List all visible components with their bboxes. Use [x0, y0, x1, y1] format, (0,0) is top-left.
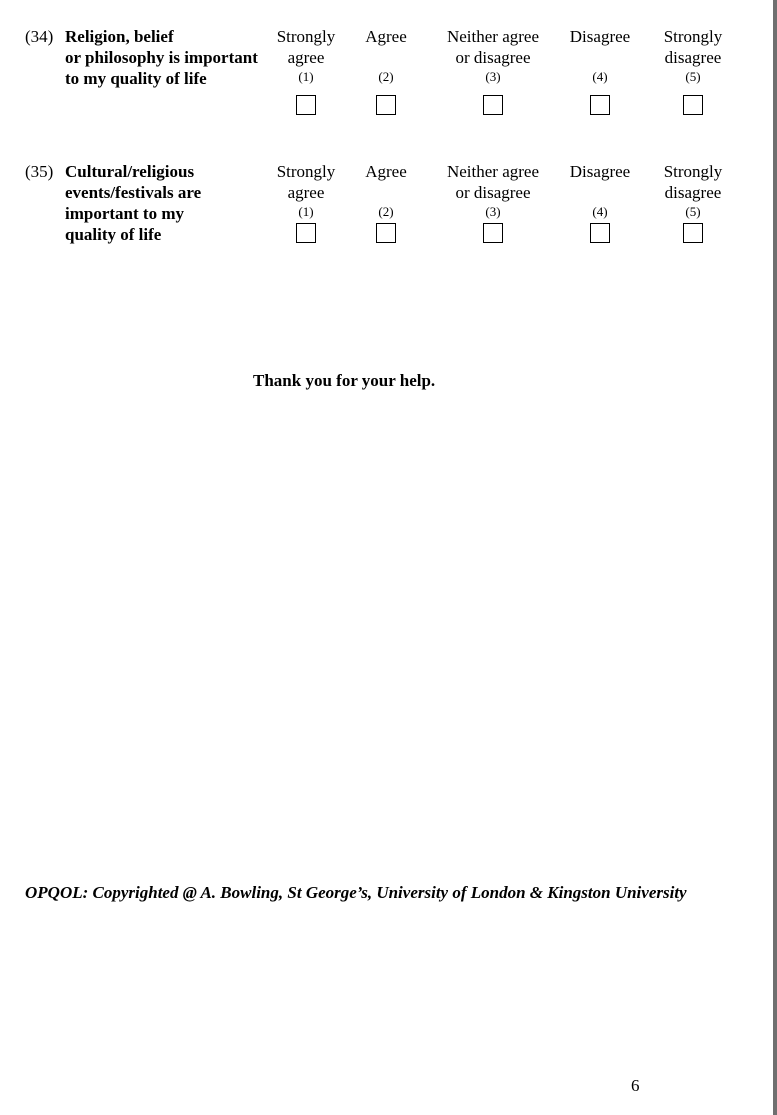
option-code: (2) [378, 69, 394, 84]
option-neither [433, 161, 553, 248]
checkbox-q34-agree[interactable] [376, 95, 396, 115]
option-label: Agree [365, 162, 407, 181]
option-code: (2) [378, 204, 394, 219]
checkbox-q34-disagree[interactable] [590, 95, 610, 115]
option-label: Neither agree or disagree [446, 162, 540, 202]
checkbox-q35-agree[interactable] [376, 223, 396, 243]
option-code: (5) [685, 204, 701, 219]
option-strongly-disagree [633, 26, 753, 120]
option-code: (4) [592, 69, 608, 84]
option-agree [326, 26, 446, 120]
option-label: Neither agree or disagree [446, 27, 540, 67]
checkbox-q35-neither[interactable] [483, 223, 503, 243]
option-label: Strongly disagree [663, 162, 723, 202]
option-label: Disagree [569, 27, 631, 46]
checkbox-q34-neither[interactable] [483, 95, 503, 115]
option-label: Strongly agree [276, 27, 336, 67]
checkbox-q34-strongly-disagree[interactable] [683, 95, 703, 115]
option-label: Agree [365, 27, 407, 46]
option-agree [326, 161, 446, 248]
option-label: Disagree [569, 162, 631, 181]
question-number: (35) [25, 162, 54, 181]
thank-you-note: Thank you for your help. [253, 371, 436, 390]
option-code: (5) [685, 69, 701, 84]
checkbox-q34-strongly-agree[interactable] [296, 95, 316, 115]
page-number: 6 [631, 1076, 640, 1095]
question-number: (34) [25, 27, 54, 46]
copyright-notice: OPQOL: Copyrighted @ A. Bowling, St George’s, University of London & Kingston University [25, 883, 687, 902]
question-text: Religion, belief or philosophy is important to my quality of life [65, 27, 258, 88]
option-code: (1) [298, 204, 314, 219]
option-strongly-disagree [633, 161, 753, 248]
option-label: Strongly agree [276, 162, 336, 202]
checkbox-q35-disagree[interactable] [590, 223, 610, 243]
option-code: (3) [485, 69, 501, 84]
option-code: (4) [592, 204, 608, 219]
option-neither [433, 26, 553, 120]
question-text: Cultural/religious events/festivals are important to my quality of life [65, 162, 202, 244]
page-edge [773, 0, 777, 1115]
option-label: Strongly disagree [663, 27, 723, 67]
option-code: (3) [485, 204, 501, 219]
option-code: (1) [298, 69, 314, 84]
checkbox-q35-strongly-agree[interactable] [296, 223, 316, 243]
checkbox-q35-strongly-disagree[interactable] [683, 223, 703, 243]
